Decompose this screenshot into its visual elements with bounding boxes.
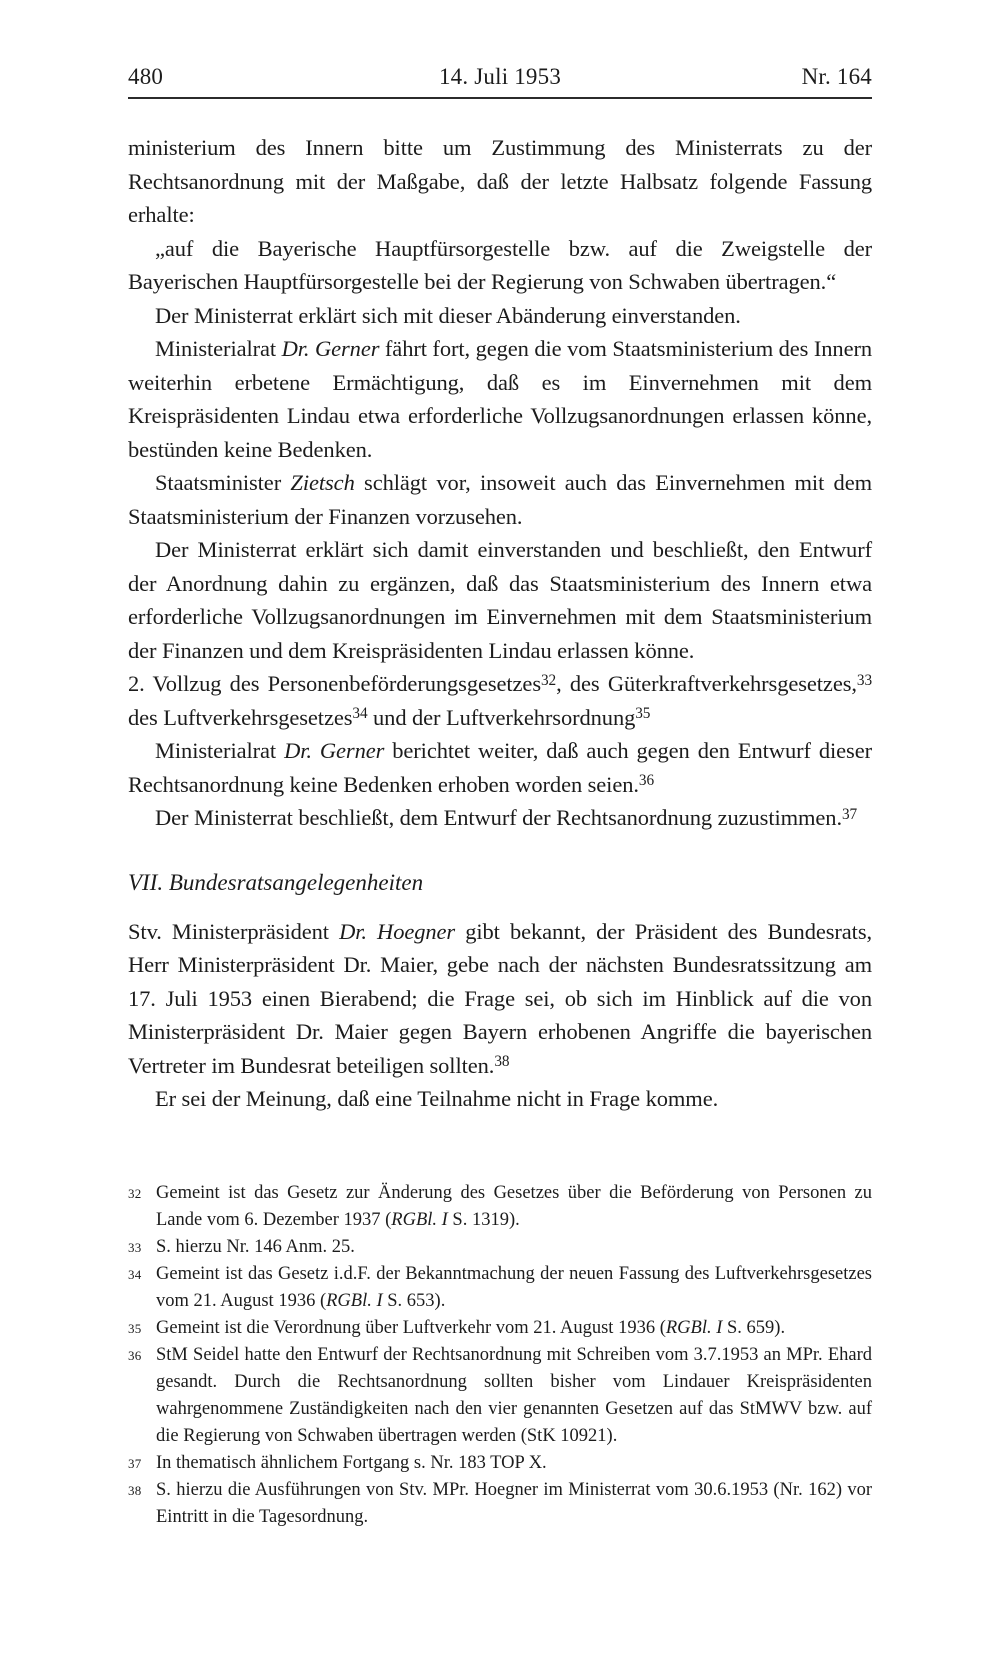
text-run: Gemeint ist die Verordnung über Luftverkehr vom 21. August 1936 ( <box>156 1317 666 1338</box>
text-run: Der Ministerrat erklärt sich mit dieser Abänderung einverstanden. <box>155 302 741 328</box>
text-run: S. 659). <box>722 1317 786 1338</box>
footnote-ref: 34 <box>352 705 368 723</box>
text-run: S. hierzu Nr. 146 Anm. 25. <box>156 1236 355 1257</box>
text-run: Gemeint ist das Gesetz i.d.F. der Bekanntmachung der neuen Fassung des Luftverkehrsgesetzes vom 21. August 1936 ( <box>156 1263 872 1311</box>
footnote-marker: 33 <box>128 1239 142 1255</box>
text-run: StM Seidel hatte den Entwurf der Rechtsanordnung mit Schreiben vom 3.7.1953 an MPr. Ehard gesandt. Durch die Rechtsanordnung sollten bisher vom Lindauer Kreispräsidenten wahrgenommene Zuständigkeiten nach den vier genannten Gesetzen auf das StMWV bzw. auf die Regierung von Schwaben übertragen werden (StK 10921). <box>156 1344 872 1446</box>
footnotes-section <box>128 1180 872 1531</box>
text-run: Der Ministerrat erklärt sich damit einverstanden und beschließt, den Entwurf der Anordnung dahin zu ergänzen, daß das Staatsministerium des Innern etwa erforderliche Vollzugsanordnungen im Einvernehmen mit dem Staatsministerium der Finanzen und dem Kreispräsidenten Lindau erlassen könne. <box>128 537 872 663</box>
paragraph <box>128 466 872 533</box>
paragraph <box>128 131 872 232</box>
page-header <box>128 64 872 90</box>
text-run: gibt bekannt, der Präsident des Bundesrats, Herr Ministerpräsident Dr. Maier, gebe nach der nächsten Bundesratssitzung am 17. Juli 1953 einen Bierabend; die Frage sei, ob sich im Hinblick auf die von Ministerpräsident Dr. Maier gegen Bayern erhobenen Angriffe die bayerischen Vertreter im Bundesrat beteiligen sollten. <box>128 918 872 1078</box>
italic-text: RGBl. I <box>391 1209 448 1230</box>
text-run: Ministerialrat <box>155 336 282 361</box>
text-run: berichtet weiter, daß auch gegen den Entwurf dieser Rechtsanordnung keine Bedenken erhoben worden seien. <box>128 738 872 797</box>
footnote-text <box>156 1261 872 1315</box>
footnote <box>128 1180 872 1234</box>
footnote <box>128 1450 872 1477</box>
paragraph <box>128 801 872 835</box>
paragraph <box>128 232 872 299</box>
text-run: Der Ministerrat beschließt, dem Entwurf der Rechtsanordnung zuzustimmen. <box>155 805 842 830</box>
footnote <box>128 1261 872 1315</box>
paragraph <box>128 332 872 466</box>
footnote-text <box>156 1477 872 1531</box>
text-run: In thematisch ähnlichem Fortgang s. Nr. 183 TOP X. <box>156 1452 547 1473</box>
footnote-ref: 37 <box>841 805 858 823</box>
footnote-marker: 35 <box>128 1320 142 1336</box>
page-number: 480 <box>128 64 164 89</box>
italic-text: RGBl. I <box>665 1317 723 1338</box>
footnote-text <box>156 1180 872 1234</box>
text-run: des Luftverkehrsgesetzes <box>128 704 353 730</box>
text-run: Ministerialrat <box>155 738 285 763</box>
text-run: „auf die Bayerische Hauptfürsorgestelle bzw. auf die Zweigstelle der Bayerischen Hauptfürsorgestelle bei der Regierung von Schwaben übertragen.“ <box>128 235 872 294</box>
footnote-marker: 34 <box>128 1266 142 1282</box>
paragraph <box>128 915 872 1083</box>
paragraph <box>128 734 872 801</box>
text-run: Er sei der Meinung, daß eine Teilnahme nicht in Frage komme. <box>155 1086 719 1111</box>
footnote-marker: 36 <box>128 1347 142 1363</box>
footnote-marker: 37 <box>128 1455 142 1471</box>
footnote <box>128 1315 872 1342</box>
footnote <box>128 1342 872 1450</box>
footnote-ref: 36 <box>638 772 654 790</box>
issue-number: Nr. 164 <box>801 64 872 89</box>
text-run: Staatsminister <box>155 470 291 495</box>
text-run: ministerium des Innern bitte um Zustimmung des Ministerrats zu der Rechtsanordnung mit der Maßgabe, daß der letzte Halbsatz folgende Fassung erhalte: <box>128 135 872 227</box>
footnote-text <box>156 1342 872 1450</box>
paragraph <box>128 533 872 667</box>
footnote-text <box>156 1315 872 1342</box>
text-run: S. 1319). <box>447 1209 520 1230</box>
text-run: Gemeint ist das Gesetz zur Änderung des Gesetzes über die Beförderung von Personen zu Lande vom 6. Dezember 1937 ( <box>156 1182 872 1230</box>
section-heading <box>128 866 872 899</box>
text-run: S. hierzu die Ausführungen von Stv. MPr. Hoegner im Ministerrat vom 30.6.1953 (Nr. 162) vor Eintritt in die Tagesordnung. <box>156 1479 872 1527</box>
text-run: und der Luftverkehrsordnung <box>367 704 636 730</box>
footnote-text <box>156 1450 872 1477</box>
footnote-text <box>156 1234 872 1261</box>
footnote <box>128 1234 872 1261</box>
italic-text: Dr. Gerner <box>281 336 380 361</box>
text-run: fährt fort, gegen die vom Staatsministerium des Innern weiterhin erbetene Ermächtigung, daß es im Einvernehmen mit dem Kreispräsidenten Lindau etwa erforderliche Vollzugsanordnungen erlassen könne, bestünden keine Bedenken. <box>128 336 872 462</box>
italic-text: Dr. Gerner <box>284 738 385 763</box>
footnote-ref: 38 <box>494 1053 510 1071</box>
text-run: 2. Vollzug des Personenbeförderungsgesetzes <box>128 671 541 696</box>
text-run: schlägt vor, insoweit auch das Einvernehmen mit dem Staatsministerium der Finanzen vorzusehen. <box>128 470 872 529</box>
paragraph <box>128 299 872 333</box>
text-run: Stv. Ministerpräsident <box>128 918 340 944</box>
text-run: , des Güterkraftverkehrsgesetzes, <box>556 671 857 696</box>
footnote-ref: 33 <box>856 671 872 689</box>
footnote-marker: 32 <box>128 1185 142 1201</box>
footnote-ref: 32 <box>540 671 557 689</box>
italic-text: Dr. Hoegner <box>339 918 456 944</box>
paragraph <box>128 1082 872 1116</box>
header-rule <box>128 97 872 99</box>
paragraph <box>128 667 872 734</box>
text-run: S. 653). <box>382 1290 446 1311</box>
italic-text: RGBl. I <box>326 1290 383 1311</box>
footnote <box>128 1477 872 1531</box>
italic-text: Zietsch <box>290 470 355 495</box>
footnote-marker: 38 <box>128 1482 142 1498</box>
body-text <box>128 131 872 1116</box>
header-date: 14. Juli 1953 <box>438 64 562 89</box>
footnote-ref: 35 <box>635 705 651 723</box>
text-run: VII. Bundesratsangelegenheiten <box>128 869 424 895</box>
